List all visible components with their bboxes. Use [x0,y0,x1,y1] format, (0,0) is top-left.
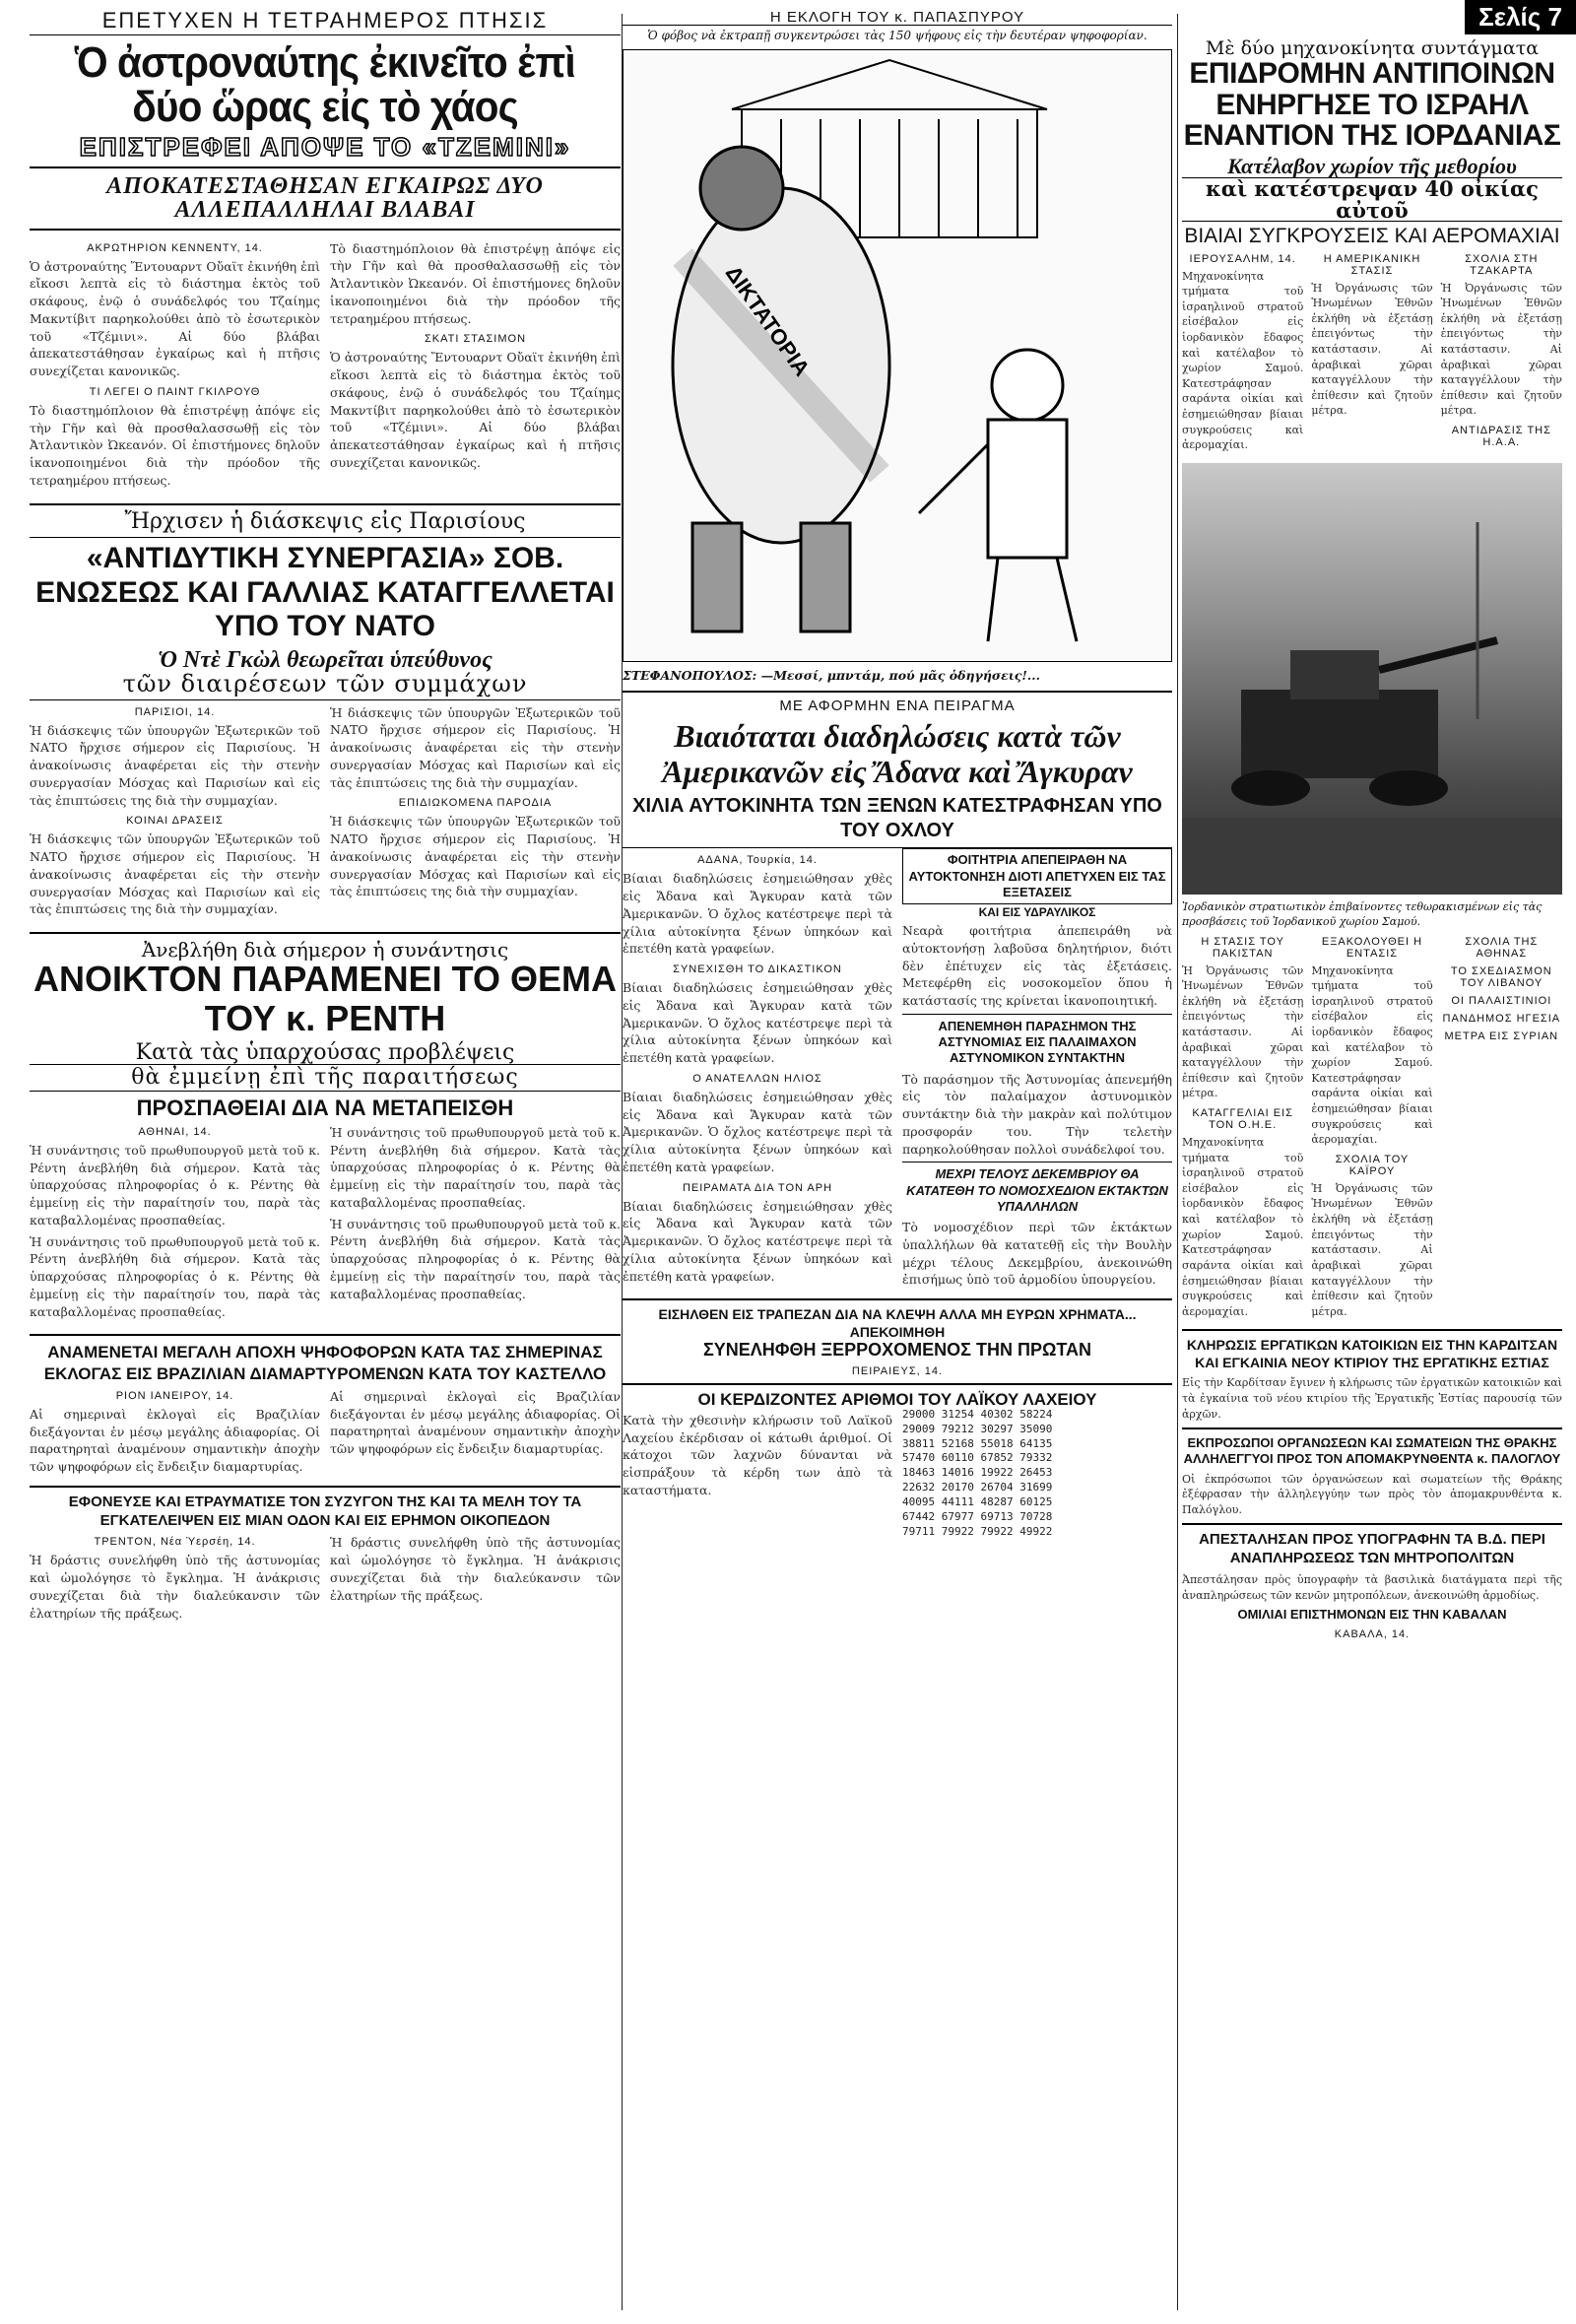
body-text: Τὸ διαστημόπλοιον θὰ ἐπιστρέψῃ ἀπόψε εἰς τὴν Γῆν καὶ θὰ προσθαλασσωθῇ εἰς τὸν Ἀτλαντικὸν Ὠκεανόν. Οἱ ἐπιστήμονες δηλοῦν ἱκανοποιημένοι διὰ τὴν πρόοδον τῆς τετραημέρου πτήσεως. [30,402,320,488]
body-text: Μηχανοκίνητα τμήματα τοῦ ἰσραηλινοῦ στρατοῦ εἰσέβαλον εἰς ἰορδανικὸν ἔδαφος καὶ κατέλαβον τὸ χωρίον Σαμού. Κατεστράφησαν σαράντα οἰκίαι καὶ ἐσημειώθησαν βίαιαι συγκρούσεις καὶ ἀερομαχίαι. [1311,963,1433,1147]
body-text: Εἰς τὴν Καρδίτσαν ἔγινεν ἡ κλήρωσις τῶν ἐργατικῶν κατοικιῶν καὶ τὰ ἐγκαίνια τοῦ νέου κτιρίου τῆς Ἐργατικῆς Ἑστίας παρουσίᾳ τῶν ἀρχῶν. [1182,1376,1562,1421]
israel-dateline: ΙΕΡΟΥΣΑΛΗΜ, 14. [1189,252,1296,265]
rendi-deck2: θὰ ἐμμείνῃ ἐπὶ τῆς παραιτήσεως [30,1064,621,1092]
israel-sub12: ΜΕΤΡΑ ΕΙΣ ΣΥΡΙΑΝ [1444,1029,1559,1042]
talks-deck1: Ὁ Ντὲ Γκὼλ θεωρεῖται ὑπεύθυνος [158,646,492,673]
body-text: Αἱ σημεριναὶ ἐκλογαὶ εἰς Βραζιλίαν διεξάγονται ἐν μέσῳ μεγάλης ἀδιαφορίας. Οἱ παρατηρηταὶ ἀναμένουν σημαντικὴν ἀποχὴν τῶν ψηφοφόρων εἰς ἔνδειξιν διαμαρτυρίας. [30,1406,320,1475]
body-text: Οἱ ἐκπρόσωποι τῶν ὀργανώσεων καὶ σωματείων τῆς Θράκης ἐξέφρασαν τὴν ἀλληλεγγύην των πρὸς τὸν ἀπομακρυνθέντα κ. Παλόγλου. [1182,1472,1562,1516]
israel-deck2: καὶ κατέστρεψαν 40 οἰκίας αὐτοῦ [1182,177,1562,222]
israel-sub1: Η ΑΜΕΡΙΚΑΝΙΚΗ ΣΤΑΣΙΣ [1323,252,1421,277]
body-text: Αἱ σημεριναὶ ἐκλογαὶ εἰς Βραζιλίαν διεξάγονται ἐν μέσῳ μεγάλης ἀδιαφορίας. Οἱ παρατηρηταὶ ἀναμένουν σημαντικὴν ἀποχὴν τῶν ψηφοφόρων εἰς ἔνδειξιν διαμαρτυρίας. [330,1388,621,1457]
israel-sub7: ΠΑΝΔΗΜΟΣ ΗΓΕΣΙΑ [1442,1012,1561,1025]
riots-sub6: ΣΥΝΕΧΙΣΘΗ ΤΟ ΔΙΚΑΣΤΙΚΟΝ [673,963,842,975]
rendi-headline: ΑΝΟΙΚΤΟΝ ΠΑΡΑΜΕΝΕΙ ΤΟ ΘΕΜΑ ΤΟΥ κ. ΡΕΝΤΗ [33,959,618,1038]
spaceflight-dateline: ΑΚΡΩΤΗΡΙΟΝ ΚΕΝΝΕΝΤΥ, 14. [87,241,263,254]
talks-headline: «ΑΝΤΙΔΥΤΙΚΗ ΣΥΝΕΡΓΑΣΙΑ» ΣΟΒ. ΕΝΩΣΕΩΣ ΚΑΙ ΓΑΛΛΙΑΣ ΚΑΤΑΓΓΕΛΛΕΤΑΙ ΥΠΟ ΤΟΥ ΝΑΤΟ [35,542,615,643]
cartoon-kicker: Η ΕΚΛΟΓΗ ΤΟΥ κ. ΠΑΠΑΣΠΥΡΟΥ [623,10,1172,26]
photo-caption: Ἰορδανικὸν στρατιωτικὸν ἐπιβαίνοντες τεθωρακισμένων εἰς τὰς προσβάσεις τοῦ Ἰορδανικοῦ χωρίου Σαμού. [1182,899,1543,928]
body-text: Ἡ διάσκεψις τῶν ὑπουργῶν Ἐξωτερικῶν τοῦ ΝΑΤΟ ἤρχισε σήμερον εἰς Παρισίους. Ἡ ἀνακοίνωσις ἀναφέρεται εἰς τὴν στενὴν συνεργασίαν Μόσχας καὶ Παρισίων καὶ εἰς τὰς ἐπιπτώσεις της διὰ τὴν συμμαχίαν. [30,722,320,808]
rendi-deck1: Κατὰ τὰς ὑπαρχούσας προβλέψεις [135,1039,515,1065]
israel-headline: ΕΠΙΔΡΟΜΗΝ ΑΝΤΙΠΟΙΝΩΝ ΕΝΗΡΓΗΣΕ ΤΟ ΙΣΡΑΗΛ ΕΝΑΝΤΙΟΝ ΤΗΣ ΙΟΡΔΑΝΙΑΣ [1183,57,1561,153]
tank-photo-illustration [1182,463,1562,895]
talks-sub4: ΚΟΙΝΑΙ ΔΡΑΣΕΙΣ [126,815,224,828]
body-text: Ἡ διάσκεψις τῶν ὑπουργῶν Ἐξωτερικῶν τοῦ ΝΑΤΟ ἤρχισε σήμερον εἰς Παρισίους. Ἡ ἀνακοίνωσις ἀναφέρεται εἰς τὴν στενὴν συνεργασίαν Μόσχας καὶ Παρισίων καὶ εἰς τὰς ἐπιπτώσεις της διὰ τὴν συμμαχίαν. [330,814,621,899]
lottery-headline: ΟΙ ΚΕΡΔΙΖΟΝΤΕΣ ΑΡΙΘΜΟΙ ΤΟΥ ΛΑΪΚΟΥ ΛΑΧΕΙΟΥ [697,1389,1097,1409]
body-text: Τὸ παράσημον τῆς Ἀστυνομίας ἀπενεμήθη εἰς τὸν παλαίμαχον ἀστυνομικὸν συντάκτην διὰ τὴν μακρὰν καὶ πολύτιμον προσφοράν του. Τὴν τελετὴν παρηκολούθησαν πολλοὶ συνάδελφοί του. [902,1071,1172,1157]
body-text: Ἡ συνάντησις τοῦ πρωθυπουργοῦ μετὰ τοῦ κ. Ρέντη ἀνεβλήθη διὰ σήμερον. Κατὰ τὰς ὑπαρχούσας πληροφορίας ὁ κ. Ρέντης θὰ ἐμμείνῃ εἰς τὴν παραίτησίν του, παρὰ τὰς καταβαλλομένας προσπαθείας. [30,1142,320,1228]
body-text: Βίαιαι διαδηλώσεις ἐσημειώθησαν χθὲς εἰς Ἄδανα καὶ Ἄγκυραν κατὰ τῶν Ἀμερικανῶν. Ὁ ὄχλος κατέστρεψε περὶ τὰ χίλια αὐτοκίνητα ξένων ὑπηκόων καὶ ἐπετέθη κατὰ γραφείων. [623,980,892,1065]
brazil-dateline: ΡΙΟΝ ΙΑΝΕΙΡΟΥ, 14. [115,1389,234,1402]
rendi-dateline: ΑΘΗΝΑΙ, 14. [138,1125,212,1138]
riots-headline: Βιαιόταται διαδηλώσεις κατὰ τῶν Ἀμερικανῶν εἰς Ἄδανα καὶ Ἄγκυραν [662,717,1133,790]
bank-dateline: ΠΕΙΡΑΙΕΥΣ, 14. [851,1364,944,1377]
riots-sub8: ΠΕΙΡΑΜΑΤΑ ΔΙΑ ΤΟΝ ΑΡΗ [682,1181,833,1194]
riots-deck: ΧΙΛΙΑ ΑΥΤΟΚΙΝΗΤΑ ΤΩΝ ΞΕΝΩΝ ΚΑΤΕΣΤΡΑΦΗΣΑΝ ΥΠΟ ΤΟΥ ΟΧΛΟΥ [623,794,1172,848]
cartoon-caption: ΣΤΕΦΑΝΟΠΟΥΛΟΣ: —Μεσσί, μπντάμ, πού μᾶς ὁδηγήσεις!... [623,668,1040,684]
employees-headline: ΜΕΧΡΙ ΤΕΛΟΥΣ ΔΕΚΕΜΒΡΙΟΥ ΘΑ ΚΑΤΑΤΕΘΗ ΤΟ ΝΟΜΟΣΧΕΔΙΟΝ ΕΚΤΑΚΤΩΝ ΥΠΑΛΛΗΛΩΝ [906,1166,1168,1214]
column-rule [1177,14,1178,2310]
rendi-kicker: Ἀνεβλήθη διὰ σήμερον ἡ συνάντησις [141,938,509,963]
israel-sub6: ΟΙ ΠΑΛΑΙΣΤΙΝΙΟΙ [1451,994,1552,1007]
israel-sub9: ΚΑΤΑΓΓΕΛΙΑΙ ΕΙΣ ΤΟΝ Ο.Η.Ε. [1192,1107,1293,1132]
body-text: Βίαιαι διαδηλώσεις ἐσημειώθησαν χθὲς εἰς Ἄδανα καὶ Ἄγκυραν κατὰ τῶν Ἀμερικανῶν. Ὁ ὄχλος κατέστρεψε περὶ τὰ χίλια αὐτοκίνητα ξένων ὑπηκόων καὶ ἐπετέθη κατὰ γραφείων. [623,1198,892,1284]
spaceflight-kicker: ΕΠΕΤΥΧΕΝ Η ΤΕΤΡΑΗΜΕΡΟΣ ΠΤΗΣΙΣ [30,10,621,35]
body-text: Βίαιαι διαδηλώσεις ἐσημειώθησαν χθὲς εἰς Ἄδανα καὶ Ἄγκυραν κατὰ τῶν Ἀμερικανῶν. Ὁ ὄχλος κατέστρεψε περὶ τὰ χίλια αὐτοκίνητα ξένων ὑπηκόων καὶ ἐπετέθη κατὰ γραφείων. [623,1089,892,1174]
israel-sub8: Η ΣΤΑΣΙΣ ΤΟΥ ΠΑΚΙΣΤΑΝ [1201,935,1284,960]
talks-deck2: τῶν διαιρέσεων τῶν συμμάχων [30,672,621,699]
riots-kicker: ΜΕ ΑΦΟΡΜΗΝ ΕΝΑ ΠΕΙΡΑΓΜΑ [779,697,1016,715]
body-text: Ὁ ἀστροναύτης Ἔντουαρντ Οὔαϊτ ἐκινήθη ἐπὶ εἴκοσι λεπτὰ εἰς τὸ διάστημα ἐκτὸς τοῦ σκάφους, ἐνῷ ὁ συνάδελφός του Τζαίημς Μακντίβιτ παρηκολούθει ἀπὸ τὸ ἐσωτερικὸν τοῦ «Τζέμινι». Αἱ δύο βλάβαι ἀπεκατεστάθησαν ἐγκαίρως καὶ ἡ πτῆσις συνεχίζεται κανονικῶς. [330,350,621,470]
rendi-sub: ΠΡΟΣΠΑΘΕΙΑΙ ΔΙΑ ΝΑ ΜΕΤΑΠΕΙΣΘΗ [136,1096,514,1121]
israel-kicker: Μὲ δύο μηχανοκίνητα συντάγματα [1205,37,1540,59]
spaceflight-subhead: ΕΠΙΣΤΡΕΦΕΙ ΑΠΟΨΕ ΤΟ «ΤΖΕΜΙΝΙ» [79,132,571,163]
spaceflight-sub1: ΤΙ ΛΕΓΕΙ Ο ΠΑΙΝΤ ΓΚΙΛΡΟΥΘ [89,385,261,398]
body-text: Τὸ νομοσχέδιον περὶ τῶν ἐκτάκτων ὑπαλλήλων θὰ κατατεθῇ εἰς τὴν Βουλὴν μέχρι τέλους Δεκεμβρίου, ἀνεκοινώθη ἐπισήμως ὑπὸ τοῦ ἁρμοδίου ὑπουργείου. [902,1220,1172,1288]
body-text: Ἡ δράστις συνελήφθη ὑπὸ τῆς ἀστυνομίας καὶ ὡμολόγησε τὸ ἔγκλημα. Ἡ ἀνάκρισις συνεχίζεται διὰ τὴν διαλεύκανσιν τῶν ἐλατηρίων τῆς πράξεως. [330,1535,621,1603]
lottery-numbers: 29000 31254 40302 58224 29009 79212 30297 35090 38811 52168 55018 64135 57470 60110 67852 79332 18463 14016 19922 26453 22632 20170 26704 31699 40095 44111 48287 60125 67442 67977 69713 70728 79711 79922 79922 49922 [902,1407,1053,1538]
spaceflight-sub2: ΣΚΑΤΙ ΣΤΑΣΙΜΟΝ [424,333,527,346]
worker-housing-headline: ΚΛΗΡΩΣΙΣ ΕΡΓΑΤΙΚΩΝ ΚΑΤΟΙΚΙΩΝ ΕΙΣ ΤΗΝ ΚΑΡΔΙΤΣΑΝ ΚΑΙ ΕΓΚΑΙΝΙΑ ΝΕΟΥ ΚΤΙΡΙΟΥ ΤΗΣ ΕΡΓΑΤΙΚΗΣ ΕΣΤΙΑΣ [1186,1337,1558,1370]
body-text: Νεαρὰ φοιτήτρια ἀπεπειράθη νὰ αὐτοκτονήσῃ λαβοῦσα δηλητήριον, διότι δὲν ἐπέτυχεν εἰς τὰς ἐξετάσεις. Μετεφέρθη εἰς νοσοκομεῖον ὅπου ἡ κατάστασίς της κρίνεται ἱκανοποιητική. [902,923,1172,1009]
body-text: Ἡ διάσκεψις τῶν ὑπουργῶν Ἐξωτερικῶν τοῦ ΝΑΤΟ ἤρχισε σήμερον εἰς Παρισίους. Ἡ ἀνακοίνωσις ἀναφέρεται εἰς τὴν στενὴν συνεργασίαν Μόσχας καὶ Παρισίων καὶ εἰς τὰς ἐπιπτώσεις της διὰ τὴν συμμαχίαν. [30,831,320,917]
body-text: Ἡ Ὀργάνωσις τῶν Ἡνωμένων Ἐθνῶν ἐκλήθη νὰ ἐξετάσῃ ἐπειγόντως τὴν κατάστασιν. Αἱ ἀραβικαὶ χῶραι καταγγέλλουν τὴν ἐπίθεσιν καὶ ζητοῦν μέτρα. [1311,1181,1433,1318]
body-text: Ἡ συνάντησις τοῦ πρωθυπουργοῦ μετὰ τοῦ κ. Ρέντη ἀνεβλήθη διὰ σήμερον. Κατὰ τὰς ὑπαρχούσας πληροφορίας ὁ κ. Ρέντης θὰ ἐμμείνῃ εἰς τὴν παραίτησίν του, παρὰ τὰς καταβαλλομένας προσπαθείας. [330,1124,621,1210]
bank-deck: ΣΥΝΕΛΗΦΘΗ ΞΕΡΡΟΧΟΜΕΝΟΣ ΤΗΝ ΠΡΩΤΑΝ [702,1340,1092,1361]
column-right [1182,10,1562,2314]
israel-sub11: ΣΧΟΛΙΑ ΤΟΥ ΚΑΪΡΟΥ [1335,1153,1410,1177]
body-text: Μηχανοκίνητα τμήματα τοῦ ἰσραηλινοῦ στρατοῦ εἰσέβαλον εἰς ἰορδανικὸν ἔδαφος καὶ κατέλαβον τὸ χωρίον Σαμού. Κατεστράφησαν σαράντα οἰκίαι καὶ ἐσημειώθησαν βίαιαι συγκρούσεις καὶ ἀερομαχίαι. [1182,269,1304,452]
israel-sub4: ΣΧΟΛΙΑ ΤΗΣ ΑΘΗΝΑΣ [1465,935,1539,960]
body-text: Τὸ διαστημόπλοιον θὰ ἐπιστρέψῃ ἀπόψε εἰς τὴν Γῆν καὶ θὰ προσθαλασσωθῇ εἰς τὸν Ἀτλαντικὸν Ὠκεανόν. Οἱ ἐπιστήμονες δηλοῦν ἱκανοποιημένοι διὰ τὴν πρόοδον τῆς τετραημέρου πτήσεως. [330,240,621,326]
israel-sub5: ΤΟ ΣΧΕΔΙΑΣΜΟΝ ΤΟΥ ΛΙΒΑΝΟΥ [1450,964,1552,989]
body-text: Ἡ διάσκεψις τῶν ὑπουργῶν Ἐξωτερικῶν τοῦ ΝΑΤΟ ἤρχισε σήμερον εἰς Παρισίους. Ἡ ἀνακοίνωσις ἀναφέρεται εἰς τὴν στενὴν συνεργασίαν Μόσχας καὶ Παρισίων καὶ εἰς τὰς ἐπιπτώσεις της διὰ τὴν συμμαχίαν. [330,704,621,790]
news-photo [1182,463,1562,895]
column-middle [623,10,1172,2314]
israel-deck3: ΒΙΑΙΑΙ ΣΥΓΚΡΟΥΣΕΙΣ ΚΑΙ ΑΕΡΟΜΑΧΙΑΙ [1184,225,1560,248]
body-text: Ἡ Ὀργάνωσις τῶν Ἡνωμένων Ἐθνῶν ἐκλήθη νὰ ἐξετάσῃ ἐπειγόντως τὴν κατάστασιν. Αἱ ἀραβικαὶ χῶραι καταγγέλλουν τὴν ἐπίθεσιν καὶ ζητοῦν μέτρα. [1182,963,1304,1100]
body-text: Ἀπεστάλησαν πρὸς ὑπογραφὴν τὰ βασιλικὰ διατάγματα περὶ τῆς ἀναπληρώσεως τῶν κενῶν μητροπόλεων, ἀνεκοινώθη ἀρμοδίως. [1182,1572,1562,1602]
body-text: Ὁ ἀστροναύτης Ἔντουαρντ Οὔαϊτ ἐκινήθη ἐπὶ εἴκοσι λεπτὰ εἰς τὸ διάστημα ἐκτὸς τοῦ σκάφους, ἐνῷ ὁ συνάδελφός του Τζαίημς Μακντίβιτ παρηκολούθει ἀπὸ τὸ ἐσωτερικὸν τοῦ «Τζέμινι». Αἱ δύο βλάβαι ἀπεκατεστάθησαν ἐγκαίρως καὶ ἡ πτῆσις συνεχίζεται κανονικῶς. [30,258,320,379]
body-text: Ἡ δράστις συνελήφθη ὑπὸ τῆς ἀστυνομίας καὶ ὡμολόγησε τὸ ἔγκλημα. Ἡ ἀνάκρισις συνεχίζεται διὰ τὴν διαλεύκανσιν τῶν ἐλατηρίων τῆς πράξεως. [30,1553,320,1621]
spaceflight-headline: Ὁ ἀστροναύτης ἐκινεῖτο ἐπὶ δύο ὥρας εἰς τὸ χάος [75,38,575,132]
shooting-dateline: ΤΡΕΝΤΟΝ, Νέα Ὑερσέη, 14. [94,1536,256,1549]
israel-sub2: ΣΧΟΛΙΑ ΣΤΗ ΤΖΑΚΑΡΤΑ [1465,252,1539,277]
riots-dateline: ΑΔΑΝΑ, Τουρκία, 14. [697,854,818,867]
israel-sub3: ΑΝΤΙΔΡΑΣΙΣ ΤΗΣ Η.Α.Α. [1451,425,1551,449]
bank-headline: ΕΙΣΗΛΘΕΝ ΕΙΣ ΤΡΑΠΕΖΑΝ ΔΙΑ ΝΑ ΚΛΕΨΗ ΑΛΛΑ ΜΗ ΕΥΡΩΝ ΧΡΗΜΑΤΑ... ΑΠΕΚΟΙΜΗΘΗ [658,1306,1137,1340]
israel-deck1: Κατέλαβον χωρίον τῆς μεθορίου [1227,153,1517,178]
brazil-headline: ΑΝΑΜΕΝΕΤΑΙ ΜΕΓΑΛΗ ΑΠΟΧΗ ΨΗΦΟΦΟΡΩΝ ΚΑΤΑ ΤΑΣ ΣΗΜΕΡΙΝΑΣ ΕΚΛΟΓΑΣ ΕΙΣ ΒΡΑΖΙΛΙΑΝ ΔΙΑΜΑΡΤΥΡΟΜΕΝΩΝ ΚΑΤΑ ΤΟΥ ΚΑΣΤΕΛΛΟ [43,1343,607,1383]
body-text: Βίαιαι διαδηλώσεις ἐσημειώθησαν χθὲς εἰς Ἄδανα καὶ Ἄγκυραν κατὰ τῶν Ἀμερικανῶν. Ὁ ὄχλος κατέστρεψε περὶ τὰ χίλια αὐτοκίνητα ξένων ὑπηκόων καὶ ἐπετέθη κατὰ γραφείων. [623,871,892,957]
page-number-badge: Σελίς 7 [1465,0,1576,34]
shooting-headline: ΕΦΟΝΕΥΣΕ ΚΑΙ ΕΤΡΑΥΜΑΤΙΣΕ ΤΟΝ ΣΥΖΥΓΟΝ ΤΗΣ ΚΑΙ ΤΑ ΜΕΛΗ ΤΟΥ ΤΑ ΕΓΚΑΤΕΛΕΙΨΕΝ ΕΙΣ ΜΙΑΝ ΟΔΟΝ ΚΑΙ ΕΙΣ ΕΡΗΜΟΝ ΟΙΚΟΠΕΔΟΝ [68,1493,582,1529]
body-text: Ἡ Ὀργάνωσις τῶν Ἡνωμένων Ἐθνῶν ἐκλήθη νὰ ἐξετάσῃ ἐπειγόντως τὴν κατάστασιν. Αἱ ἀραβικαὶ χῶραι καταγγέλλουν τὴν ἐπίθεσιν καὶ ζητοῦν μέτρα. [1311,281,1433,418]
cartoon-illustration [624,50,1171,661]
thrace-headline: ΕΚΠΡΟΣΩΠΟΙ ΟΡΓΑΝΩΣΕΩΝ ΚΑΙ ΣΩΜΑΤΕΙΩΝ ΤΗΣ ΘΡΑΚΗΣ ΑΛΛΗΛΕΓΓΥΟΙ ΠΡΟΣ ΤΟΝ ΑΠΟΜΑΚΡΥΝΘΕΝΤΑ κ. ΠΑΛΟΓΛΟΥ [1183,1435,1561,1467]
cartoon-sash-label: ΔΙΚΤΑΤΟΡΙΑ [720,261,816,381]
body-text: Μηχανοκίνητα τμήματα τοῦ ἰσραηλινοῦ στρατοῦ εἰσέβαλον εἰς ἰορδανικὸν ἔδαφος καὶ κατέλαβον τὸ χωρίον Σαμού. Κατεστράφησαν σαράντα οἰκίαι καὶ ἐσημειώθησαν βίαιαι συγκρούσεις καὶ ἀερομαχίαι. [1182,1136,1304,1318]
riots-sub7: Ο ΑΝΑΤΕΛΛΩΝ ΗΛΙΟΣ [692,1072,822,1085]
body-text: Κατὰ τὴν χθεσινὴν κλήρωσιν τοῦ Λαϊκοῦ Λαχείου ἐκέρδισαν οἱ κάτωθι ἀριθμοί. Οἱ κάτοχοι τῶν λαχνῶν δύνανται νὰ εἰσπράξουν τὰ κέρδη των ἀπὸ τὰ καταστήματα. [623,1412,892,1497]
talks-kicker: Ἤρχισεν ἡ διάσκεψις εἰς Παρισίους [124,508,526,534]
body-text: Ἡ συνάντησις τοῦ πρωθυπουργοῦ μετὰ τοῦ κ. Ρέντη ἀνεβλήθη διὰ σήμερον. Κατὰ τὰς ὑπαρχούσας πληροφορίας ὁ κ. Ρέντης θὰ ἐμμείνῃ εἰς τὴν παραίτησίν του, παρὰ τὰς καταβαλλομένας προσπαθείας. [30,1233,320,1319]
body-text: Ἡ συνάντησις τοῦ πρωθυπουργοῦ μετὰ τοῦ κ. Ρέντη ἀνεβλήθη διὰ σήμερον. Κατὰ τὰς ὑπαρχούσας πληροφορίας ὁ κ. Ρέντης θὰ ἐμμείνῃ εἰς τὴν παραίτησίν του, παρὰ τὰς καταβαλλομένας προσπαθείας. [330,1216,621,1301]
student-deck: ΚΑΙ ΕΙΣ ΥΔΡΑΥΛΙΚΟΣ [978,905,1096,919]
decree-headline: ΑΠΕΣΤΑΛΗΣΑΝ ΠΡΟΣ ΥΠΟΓΡΑΦΗΝ ΤΑ Β.Δ. ΠΕΡΙ ΑΝΑΠΛΗΡΩΣΕΩΣ ΤΩΝ ΜΗΤΡΟΠΟΛΙΤΩΝ [1199,1531,1545,1567]
political-cartoon [623,49,1172,662]
cartoon-tagline: Ὁ φόβος νὰ ἐκτραπῇ συγκεντρώσει τὰς 150 ψήφους εἰς τὴν δευτέραν ψηφοφορίαν. [647,29,1148,43]
student-headline: ΦΟΙΤΗΤΡΙΑ ΑΠΕΠΕΙΡΑΘΗ ΝΑ ΑΥΤΟΚΤΟΝΗΣΗ ΔΙΟΤΙ ΑΠΕΤΥΧΕΝ ΕΙΣ ΤΑΣ ΕΞΕΤΑΣΕΙΣ [902,848,1172,904]
israel-sub10: ΕΞΑΚΟΛΟΥΘΕΙ Η ΕΝΤΑΣΙΣ [1321,935,1423,960]
police-headline: ΑΠΕΝΕΜΗΘΗ ΠΑΡΑΣΗΜΟΝ ΤΗΣ ΑΣΤΥΝΟΜΙΑΣ ΕΙΣ ΠΑΛΑΙΜΑΧΟΝ ΑΣΤΥΝΟΜΙΚΟΝ ΣΥΝΤΑΚΤΗΝ [938,1018,1137,1066]
column-left [30,10,621,2314]
kavala-headline: ΟΜΙΛΙΑΙ ΕΠΙΣΤΗΜΟΝΩΝ ΕΙΣ ΤΗΝ ΚΑΒΑΛΑΝ [1237,1607,1507,1623]
talks-sub5: ΕΠΙΔΙΩΚΟΜΕΝΑ ΠΑΡΟΔΙΑ [398,797,553,810]
talks-dateline: ΠΑΡΙΣΙΟΙ, 14. [134,705,216,718]
spaceflight-deck: ΑΠΟΚΑΤΕΣΤΑΘΗΣΑΝ ΕΓΚΑΙΡΩΣ ΔΥΟ ΑΛΛΕΠΑΛΛΗΛΑΙ ΒΛΑΒΑΙ [106,172,544,224]
kavala-dateline: ΚΑΒΑΛΑ, 14. [1334,1627,1411,1640]
body-text: Ἡ Ὀργάνωσις τῶν Ἡνωμένων Ἐθνῶν ἐκλήθη νὰ ἐξετάσῃ ἐπειγόντως τὴν κατάστασιν. Αἱ ἀραβικαὶ χῶραι καταγγέλλουν τὴν ἐπίθεσιν καὶ ζητοῦν μέτρα. [1440,281,1562,418]
